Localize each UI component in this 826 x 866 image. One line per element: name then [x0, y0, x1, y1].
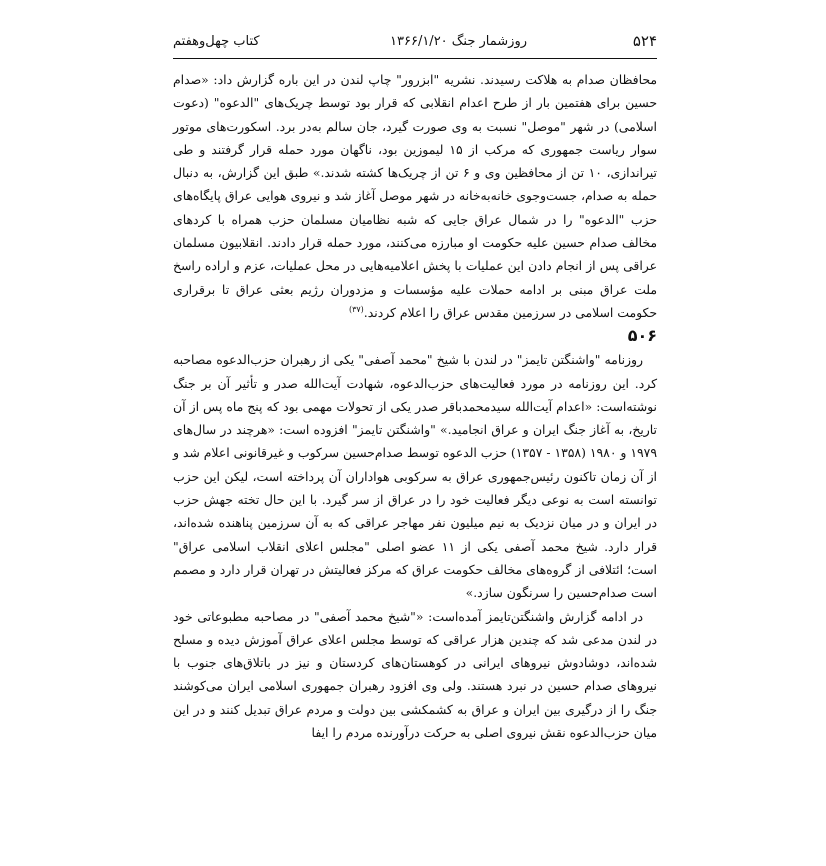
footnote-reference: (۳۷) — [348, 304, 364, 314]
paragraph-3: در ادامه گزارش واشنگتن‌تایمز آمده‌است: «"شیخ محمد آصفی" در مصاحبه مطبوعاتی خود در لندن مدعی شد که چندین هزار عراقی که توسط مجلس اعلای عراق آموزش دیده و مسلح شده‌اند، دوشادوش نیروهای ایرانی در کوهستان‌های کردستان و نیز در باتلاق‌های جنوب با نیروهای صدام حسین در نبرد هستند. ولی وی افزود رهبران جمهوری اسلامی ایران می‌کوشند جنگ را از درگیری بین ایران و عراق به کشمکشی بین دولت و مردم عراق تبدیل کنند و در این میان حزب‌الدعوه نقش نیروی اصلی به حرکت درآورنده مردم را ایفا — [173, 608, 657, 741]
page-number: ۵۲۴ — [632, 32, 657, 50]
paragraph-2: روزنامه "واشنگتن تایمز" در لندن با شیخ "محمد آصفی" یکی از رهبران حزب‌الدعوه مصاحبه کرد. این روزنامه در مورد فعالیت‌های حزب‌الدعوه، شهادت آیت‌الله صدر و تأثیر آن بر جنگ نوشته‌است: «اعدام آیت‌الله سیدمحمدباقر صدر یکی از تحولات مهمی بود که پنج ماه پس از آن تاریخ، به آغاز جنگ ایران و عراق انجامید.» "واشنگتن تایمز" افزوده است: «هرچند در سال‌های ۱۹۷۹ و ۱۹۸۰ (۱۳۵۸ - ۱۳۵۷) حزب الدعوه توسط صدام‌حسین سرکوب و غیرقانونی اعلام شد و از آن زمان تاکنون رئیس‌جمهوری عراق به سرکوبی هواداران آن پرداخته است، لیکن این حزب توانسته است به نوعی دیگر فعالیت خود را در عراق از سر گیرد. با این حال تخته جهش حزب در ایران و در میان نزدیک به نیم میلیون نفر مهاجر عراقی که به آن سرزمین پناهنده شده‌اند، قرار دارد. شیخ محمد آصفی یکی از ۱۱ عضو اصلی "مجلس اعلای انقلاب اسلامی عراق" است؛ ائتلافی از گروه‌های مخالف حکومت عراق که مرکز فعالیتش در تهران قرار دارد و مصمم است صدام‌حسین را سرنگون سازد.» — [173, 352, 657, 601]
paragraph-1-text: محافظان صدام به هلاکت رسیدند. نشریه "ابزرور" چاپ لندن در این باره گزارش داد: «صدام حسین برای هفتمین بار از طرح اعدام انقلابی که قرار بود توسط چریک‌های "الدعوه" (دعوت اسلامی) در شهر "موصل" نسبت به وی صورت گیرد، جان سالم به‌در برد. اسکورت‌های موتور سوار ریاست جمهوری که مرکب از ۱۵ لیموزین بود، ناگهان مورد حمله قرار گرفتند و طی تیراندازی، ۱۰ تن از محافظین وی و ۶ تن از چریک‌ها کشته شدند.» طبق این گزارش، به دنبال حمله به صدام، جست‌وجوی خانه‌به‌خانه در شهر موصل آغاز شد و نیروی هوایی عراق پایگاه‌های حزب "الدعوه" را در شمال عراق جایی که شبه نظامیان مسلمان حزب همراه با کردهای مخالف صدام حسین علیه حکومت او مبارزه می‌کنند، مورد حمله قرار دادند. انقلابیون مسلمان عراقی پس از انجام دادن این عملیات با پخش اعلامیه‌هایی در محل عملیات، عزم و اراده راسخ ملت عراق مبنی بر ادامه حملات علیه مؤسسات و مزدوران رژیم بعثی عراق تا برقراری حکومت اسلامی در سرزمین مقدس عراق را اعلام کردند. — [173, 72, 657, 320]
paragraph-1 — [173, 68, 657, 324]
running-header — [173, 28, 657, 56]
running-title: روزشمار جنگ ۱۳۶۶/۱/۲۰ — [390, 34, 527, 49]
book-title: کتاب چهل‌وهفتم — [173, 34, 260, 49]
entry-number: ۵۰۶ — [627, 326, 657, 346]
page-body — [173, 68, 657, 744]
header-divider — [173, 58, 657, 59]
